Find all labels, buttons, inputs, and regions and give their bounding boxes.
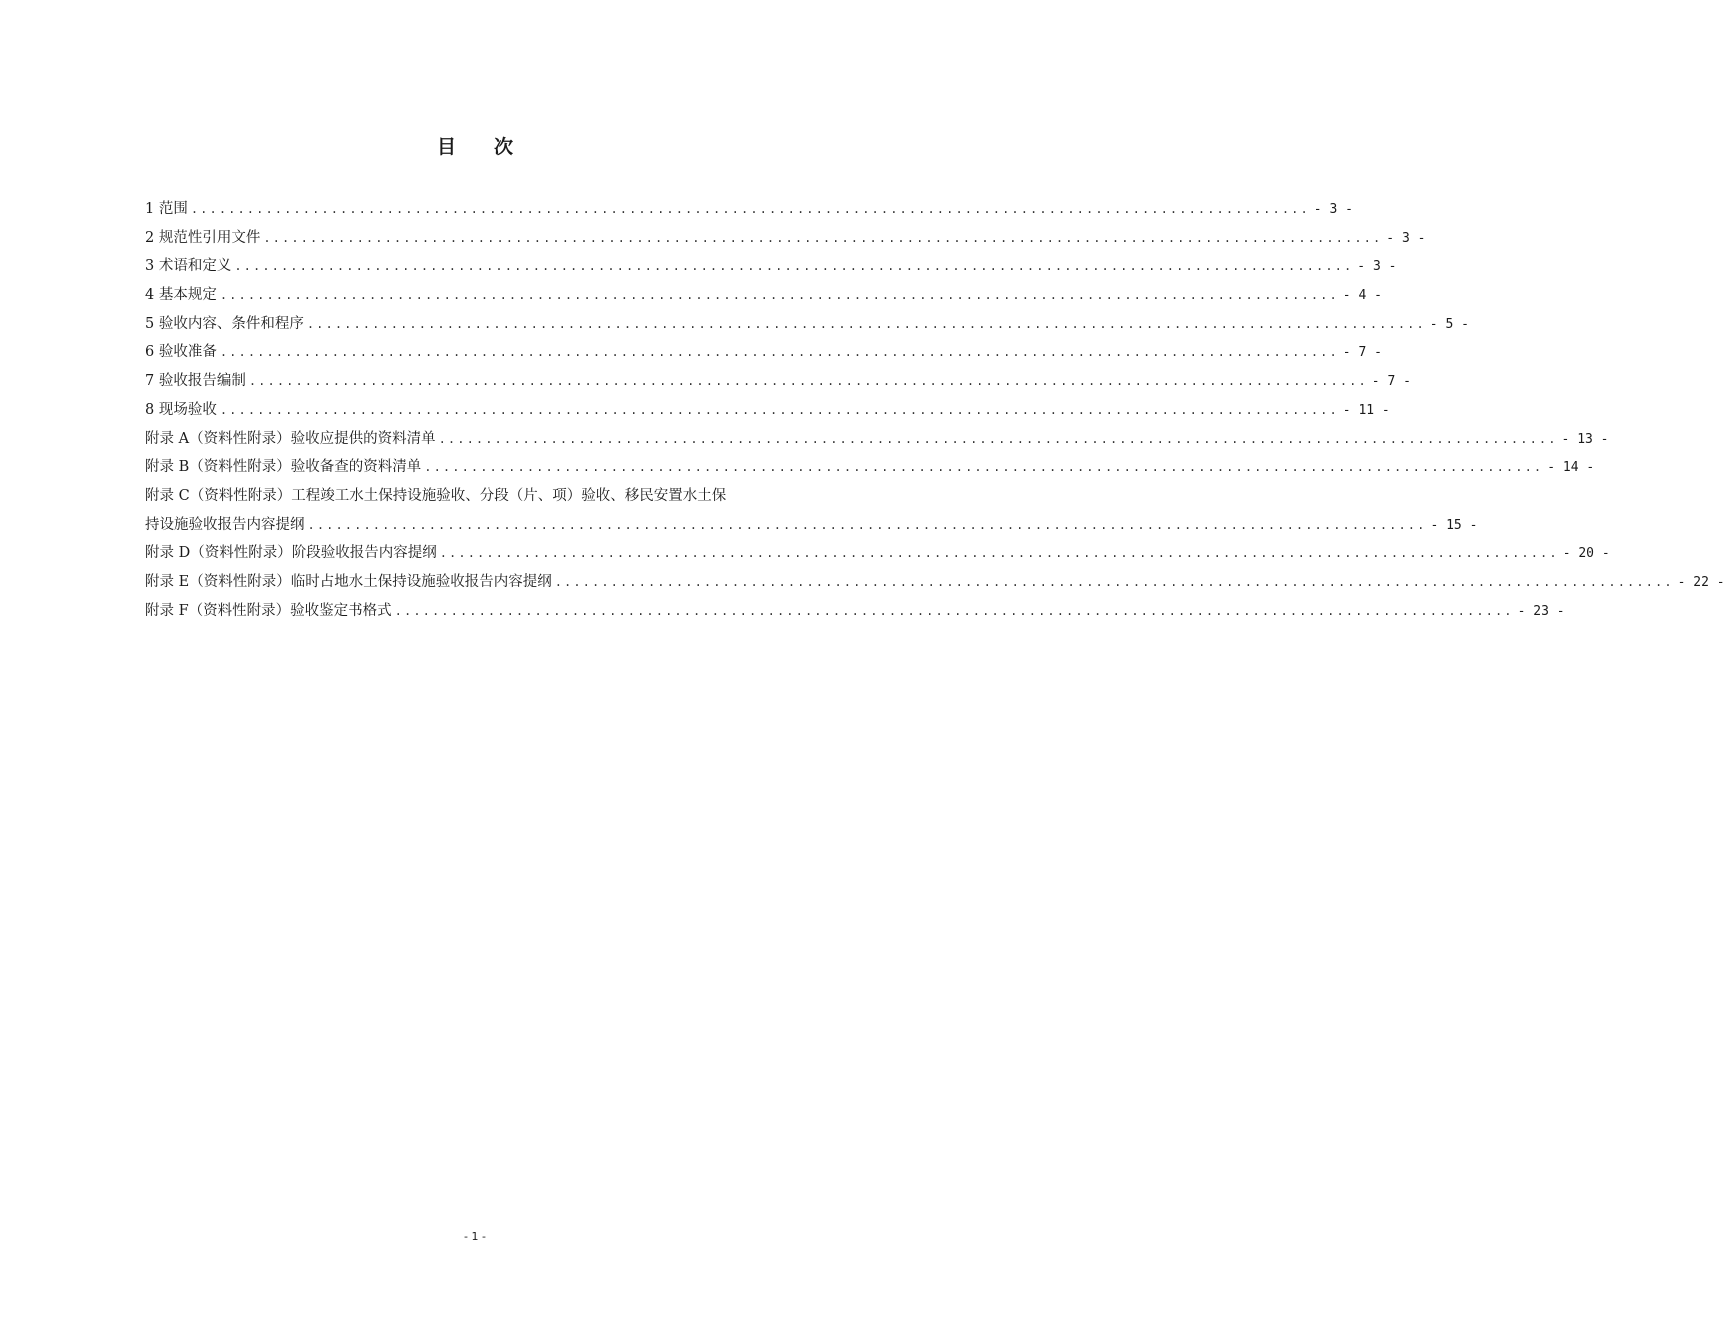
toc-entry[interactable] [145, 281, 1382, 310]
dot-leader: ........................................................................................................................ [219, 345, 1339, 360]
toc-entry-page: - 7 - [1371, 374, 1411, 390]
toc-entry-page: - 11 - [1342, 402, 1390, 418]
dot-leader: ........................................................................................................................ [394, 603, 1514, 618]
toc-entry-title: 2 规范性引用文件 [145, 229, 261, 246]
toc-entry-title: 5 验收内容、条件和程序 [145, 315, 304, 332]
toc-entry[interactable] [145, 539, 1610, 568]
dot-leader: ........................................................................................................................ [306, 316, 1426, 331]
toc-entry[interactable] [145, 195, 1353, 224]
page-number-footer: - 1 - [464, 1230, 486, 1243]
toc-entry[interactable] [145, 453, 1595, 482]
dot-leader: ........................................................................................................................ [439, 546, 1559, 561]
toc-title-char-1: 目 [436, 136, 456, 158]
toc-entry-page: - 23 - [1517, 603, 1565, 619]
toc-title [0, 132, 950, 159]
toc-entry-page: - 14 - [1547, 460, 1595, 476]
toc-entry[interactable] [145, 597, 1565, 626]
dot-leader: ........................................................................................................................ [219, 288, 1339, 303]
toc-entry[interactable] [145, 252, 1397, 281]
toc-title-char-2: 次 [494, 136, 514, 158]
toc-entry-page: - 3 - [1313, 202, 1353, 217]
toc-entry-title: 附录 B（资料性附录）验收备查的资料清单 [145, 459, 422, 476]
toc-entry-title: 7 验收报告编制 [145, 373, 246, 390]
toc-entry-title: 3 术语和定义 [145, 258, 232, 275]
toc-entry-title: 附录 A（资料性附录）验收应提供的资料清单 [145, 430, 436, 447]
toc-entry-title: 附录 F（资料性附录）验收鉴定书格式 [145, 602, 392, 619]
toc-entry[interactable] [145, 396, 1390, 425]
toc-entry-title: 附录 E（资料性附录）临时占地水土保持设施验收报告内容提纲 [145, 573, 552, 590]
toc-entry-title: 6 验收准备 [145, 344, 217, 361]
dot-leader: ........................................................................................................................ [307, 517, 1427, 532]
dot-leader: ........................................................................................................................ [438, 431, 1558, 446]
dot-leader: ........................................................................................................................ [190, 202, 1310, 216]
toc-entry[interactable] [145, 338, 1382, 367]
dot-leader: ........................................................................................................................ [248, 374, 1368, 389]
toc-entry[interactable] [145, 568, 1725, 597]
toc-entry-page: - 20 - [1562, 546, 1610, 562]
toc-entry-title-line2: 持设施验收报告内容提纲 [145, 516, 305, 533]
toc-entry-title: 1 范围 [145, 201, 188, 217]
toc-entry-multiline[interactable] [145, 482, 1478, 539]
toc-entry-page: - 15 - [1430, 517, 1478, 533]
toc-entry[interactable] [145, 224, 1426, 253]
toc-entry-page: - 13 - [1561, 431, 1609, 447]
dot-leader: ........................................................................................................................ [234, 259, 1354, 274]
dot-leader: ........................................................................................................................ [263, 230, 1383, 245]
dot-leader: ........................................................................................................................ [554, 574, 1674, 589]
toc-entry-title-line1: 附录 C（资料性附录）工程竣工水土保持设施验收、分段（片、项）验收、移民安置水土保 [145, 487, 727, 504]
toc-entry-page: - 22 - [1677, 574, 1725, 590]
dot-leader: ........................................................................................................................ [424, 460, 1544, 475]
toc-entry[interactable] [145, 425, 1609, 454]
toc-entry-page: - 3 - [1357, 259, 1397, 275]
toc-entry-title: 4 基本规定 [145, 287, 217, 304]
toc-entry-title: 附录 D（资料性附录）阶段验收报告内容提纲 [145, 545, 437, 562]
toc-entry-page: - 7 - [1342, 345, 1382, 361]
toc-entry-page: - 4 - [1342, 288, 1382, 304]
toc-entry[interactable] [145, 367, 1411, 396]
toc-entry[interactable] [145, 310, 1469, 339]
toc-entry-page: - 3 - [1386, 230, 1426, 246]
table-of-contents [145, 195, 1725, 625]
toc-entry-page: - 5 - [1429, 316, 1469, 332]
toc-entry-title: 8 现场验收 [145, 401, 217, 418]
dot-leader: ........................................................................................................................ [219, 402, 1339, 417]
